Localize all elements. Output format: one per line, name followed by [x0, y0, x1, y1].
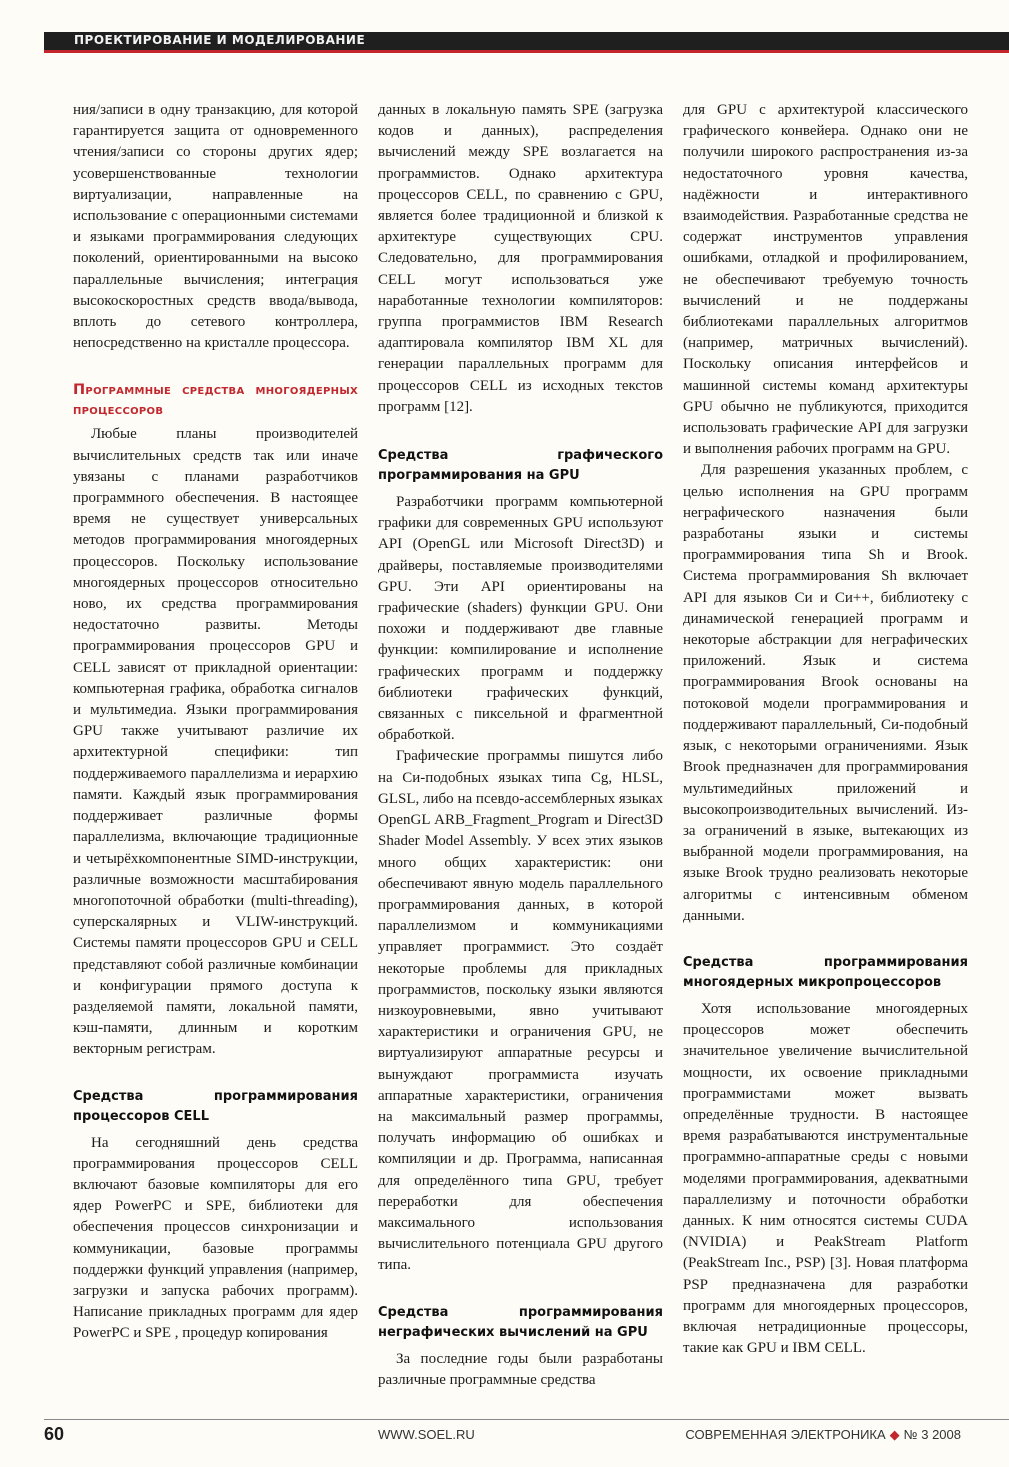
section-header-bar — [44, 32, 1009, 53]
subsection-heading: Средства программирования многоядерных микропроцессоров — [683, 954, 968, 990]
paragraph: На сегодняшний день средства программирования процессоров CELL включают базовые компиляторы для его ядер PowerPC и SPE, библиотеки для обеспечения процессов синхронизации и коммуникации, базовые программы поддержки функций управления (например, загрузки и запуска рабочих программ). Написание прикладных программ для ядер PowerPC и SPE , процедур копирования — [73, 1134, 358, 1342]
paragraph: Любые планы производителей вычислительных средств так или иначе увязаны с планами разработчиков программного обеспечения. В настоящее время не существует универсальных методов программирования многоядерных процессоров. Поскольку использование многоядерных процессоров относительно ново, их средства программирования недостаточно развиты. Методы программирования процессоров GPU и CELL зависят от прикладной ориентации: компьютерная графика, обработка сигналов и мультимедиа. Языки программирования GPU также учитывают различие их архитектурной специфики: тип поддерживаемого параллелизма и иерархию памяти. Каждый язык программирования поддерживает различные формы параллелизма, включающие традиционные и четырёхкомпонентные SIMD-инструкции, различные возможности масштабирования многопоточной обработки (multi-threading), суперскалярных и VLIW-инструкций. Системы памяти процессоров GPU и CELL представляют собой различные комбинации и конфигурации прямого доступа к разделяемой памяти, локальной памяти, кэш-памяти, длинным и коротким векторным регистрам. — [73, 426, 358, 1058]
subsection-heading: Средства программирования процессоров CELL — [73, 1088, 358, 1124]
subsection-heading: Средства графического программирования на GPU — [378, 448, 663, 484]
journal-name: СОВРЕМЕННАЯ ЭЛЕКТРОНИКА — [685, 1427, 886, 1442]
paragraph: данных в локальную память SPE (загрузка кодов и данных), распределения вычислений между SPE возлагается на программистов. Однако архитектура процессоров CELL, по сравнению с GPU, является более традиционной и близкой к архитектуре существующих CPU. Следовательно, для программирования CELL могут использоваться уже наработанные технологии компиляторов: группа программистов IBM Research адаптировала компилятор IBM XL для генерации параллельных программ для процессоров CELL из исходных текстов программ [12]. — [378, 102, 663, 415]
journal-info — [685, 1427, 961, 1443]
paragraph: За последние годы были разработаны различные программные средства — [378, 1350, 663, 1388]
site-url[interactable]: WWW.SOEL.RU — [378, 1427, 475, 1442]
column-3 — [683, 100, 968, 1359]
paragraph: ния/записи в одну транзакцию, для которой гарантируется защита от одновременного чтения/записи со стороны других ядер; усовершенствованные технологии виртуализации, направленные на использование с операционными системами и языками программирования следующих поколений, ориентированными на высоко параллельные вычисления; интеграция высокоскоростных средств ввода/вывода, вплоть до сетевого контроллера, непосредственно на кристалле процессора. — [73, 102, 358, 352]
paragraph: Разработчики программ компьютерной графики для современных GPU используют API (OpenGL или Microsoft Direct3D) и драйверы, поставляемые производителями GPU. Эти API ориентированы на графические (shaders) функции GPU. Они похожи и поддерживают две главные функции: компилирование и исполнение графических программ и поддержку библиотеки графических функций, связанных с пиксельной и фрагментной обработкой. — [378, 494, 663, 744]
paragraph: Хотя использование многоядерных процессоров может обеспечить значительное увеличение вычислительной мощности, их освоение прикладными программистами может вызвать определённые трудности. В настоящее время разрабатываются инструментальные программно-аппаратные среды с новыми моделями программирования, адекватными параллелизму и поточности обработки данных. К ним относятся системы CUDA (NVIDIA) и PeakStream Platform (PeakStream Inc., PSP) [3]. Новая платформа PSP предназначена для разработки программ для многоядерных процессоров, включая нетрадиционные процессоры, такие как GPU и IBM CELL. — [683, 1000, 968, 1357]
paragraph: Графические программы пишутся либо на Си-подобных языках типа Cg, HLSL, GLSL, либо на псевдо-ассемблерных языках OpenGL ARB_Fragment_Program и Direct3D Shader Model Assembly. У всех этих языков много общих характеристик: они обеспечивают явную модель параллельного программирования данных, в которой параллелизмом и коммуникациями управляет программист. Это создаёт некоторые проблемы для прикладных программистов, поскольку языки являются низкоуровневыми, явно учитывают характеристики и ограничения GPU, не виртуализируют аппаратные ресурсы и вынуждают программиста изучать аппаратные характеристики, ограничения на максимальный размер программы, получать информацию об ошибках и компиляции и др. Программа, написанная для определённого типа GPU, требует переработки для обеспечения максимального использования вычислительного потенциала GPU другого типа. — [378, 748, 663, 1274]
issue-number: № 3 2008 — [903, 1427, 961, 1442]
page-number: 60 — [44, 1424, 65, 1444]
column-2 — [378, 100, 663, 1391]
diamond-icon: ◆ — [889, 1427, 900, 1442]
column-1 — [73, 100, 358, 1345]
paragraph: Для разрешения указанных проблем, с целью исполнения на GPU программ неграфического назначения были разработаны языки и системы программирования типа Sh и Brook. Система программирования Sh включает API для языков Си и Си++, библиотеку с динамической генерацией программ и некоторые абстракции для неграфических приложений. Язык и система программирования Brook основаны на потоковой модели программирования и поддерживают параллельный, Си-подобный язык, с некоторыми ограничениями. Язык Brook предназначен для программирования мультимедийных приложений и высокопроизводительных вычислений. Из-за ограничений в языке, вытекающих из выбранной модели программирования, на языке Brook трудно реализовать некоторые алгоритмы с интенсивным обменом данными. — [683, 462, 968, 924]
subsection-heading: Средства программирования неграфических вычислений на GPU — [378, 1304, 663, 1340]
footer-divider — [44, 1419, 1009, 1420]
section-title: ПРОЕКТИРОВАНИЕ И МОДЕЛИРОВАНИЕ — [74, 33, 366, 47]
paragraph: для GPU с архитектурой классического графического конвейера. Однако они не получили широкого распространения из-за недостаточного уровня качества, надёжности и интерактивного взаимодействия. Разработанные средства не содержат инструментов управления ошибками, отладкой и профилированием, не обеспечивают требуемую точность вычислений и не поддержаны библиотеками параллельных алгоритмов (например, матричных вычислений). Поскольку описания интерфейсов и машинной системы команд архитектуры GPU обычно не публикуются, приходится использовать графические API для загрузки и выполнения рабочих программ на GPU. — [683, 102, 968, 458]
section-heading: Программные средства многоядерных процессоров — [73, 382, 358, 419]
